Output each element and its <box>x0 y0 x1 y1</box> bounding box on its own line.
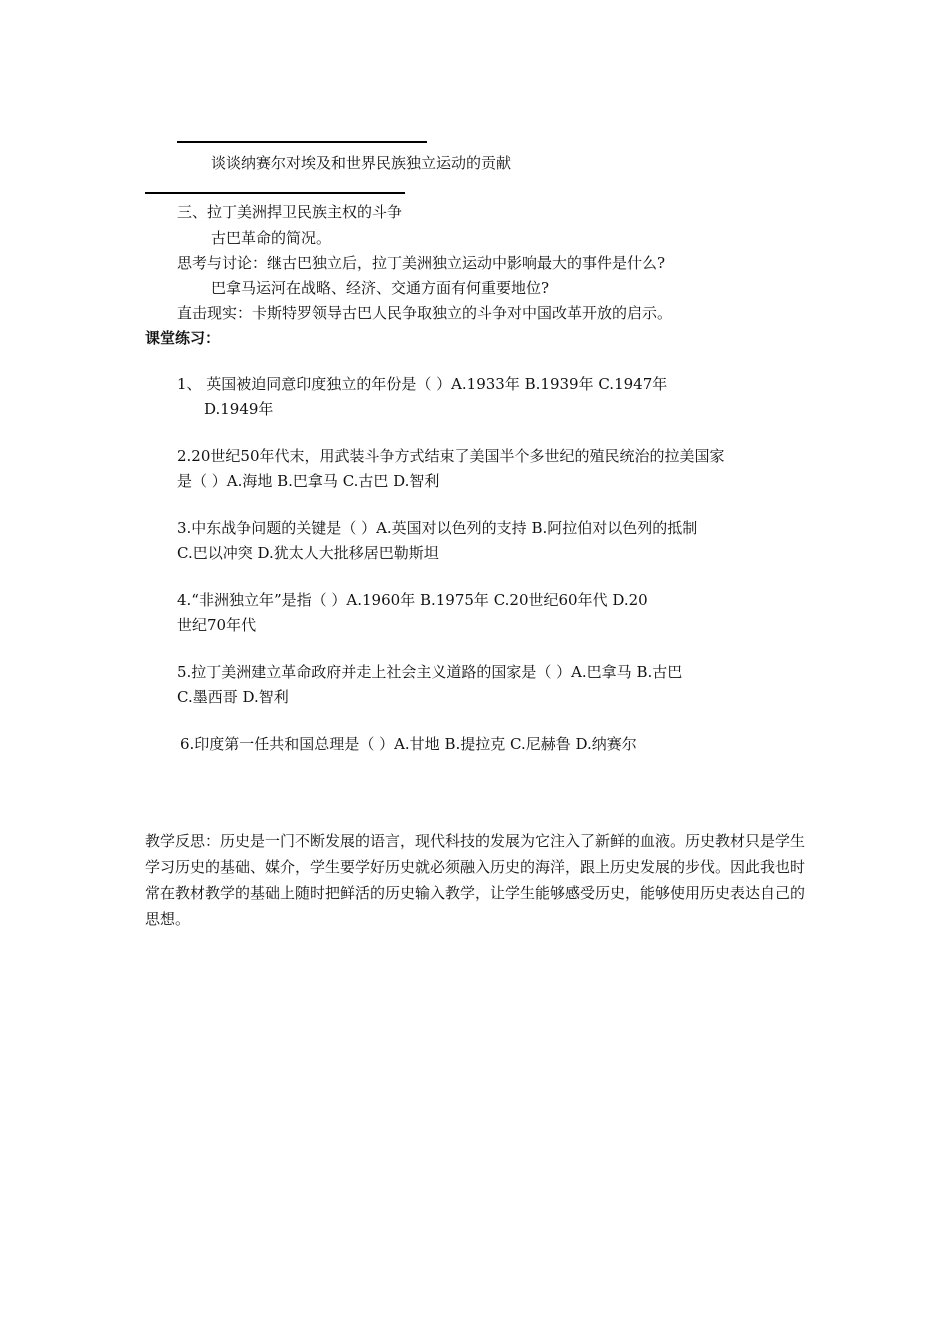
question-4-line-1: 4.“非洲独立年”是指（ ）A.1960年 B.1975年 C.20世纪60年代 D.20 <box>177 591 648 609</box>
question-2-line-1: 2.20世纪50年代末，用武装斗争方式结束了美国半个多世纪的殖民统治的拉美国家 <box>177 447 725 465</box>
fill-in-blank-line-bottom <box>145 192 405 194</box>
question-3-line-2: C.巴以冲突 D.犹太人大批移居巴勒斯坦 <box>177 544 439 562</box>
question-5-line-2: C.墨西哥 D.智利 <box>177 688 289 706</box>
question-2-line-2: 是（ ）A.海地 B.巴拿马 C.古巴 D.智利 <box>177 472 440 490</box>
exercise-title: 课堂练习： <box>145 329 221 347</box>
teaching-reflection: 教学反思：历史是一门不断发展的语言，现代科技的发展为它注入了新鲜的血液。历史教材只是学生学习历史的基础、媒介，学生要学好历史就必须融入历史的海洋，跟上历史发展的步伐。因此我也时常在教材教学的基础上随时把鲜活的历史输入教学，让学生能够感受历史，能够使用历史表达自己的思想。 <box>145 832 806 928</box>
fill-in-blank-line-top <box>177 141 427 143</box>
discussion-prompt: 谈谈纳赛尔对埃及和世界民族独立运动的贡献 <box>211 154 512 172</box>
panama-canal-question: 巴拿马运河在战略、经济、交通方面有何重要地位? <box>211 279 550 297</box>
reality-question: 直击现实：卡斯特罗领导古巴人民争取独立的斗争对中国改革开放的启示。 <box>177 304 673 322</box>
question-5-line-1: 5.拉丁美洲建立革命政府并走上社会主义道路的国家是（ ）A.巴拿马 B.古巴 <box>177 663 683 681</box>
question-1-line-2: D.1949年 <box>204 400 274 418</box>
question-1-line-1: 1、 英国被迫同意印度独立的年份是（ ）A.1933年 B.1939年 C.1947年 <box>177 375 668 393</box>
question-4-line-2: 世纪70年代 <box>177 616 257 634</box>
question-6-line-1: 6.印度第一任共和国总理是（ ）A.甘地 B.提拉克 C.尼赫鲁 D.纳赛尔 <box>180 735 637 753</box>
section-heading: 三、拉丁美洲捍卫民族主权的斗争 <box>177 203 403 221</box>
think-discussion-question: 思考与讨论：继古巴独立后，拉丁美洲独立运动中影响最大的事件是什么? <box>177 254 666 272</box>
question-3-line-1: 3.中东战争问题的关键是（ ）A.英国对以色列的支持 B.阿拉伯对以色列的抵制 <box>177 519 698 537</box>
section-subheading: 古巴革命的简况。 <box>211 229 332 247</box>
